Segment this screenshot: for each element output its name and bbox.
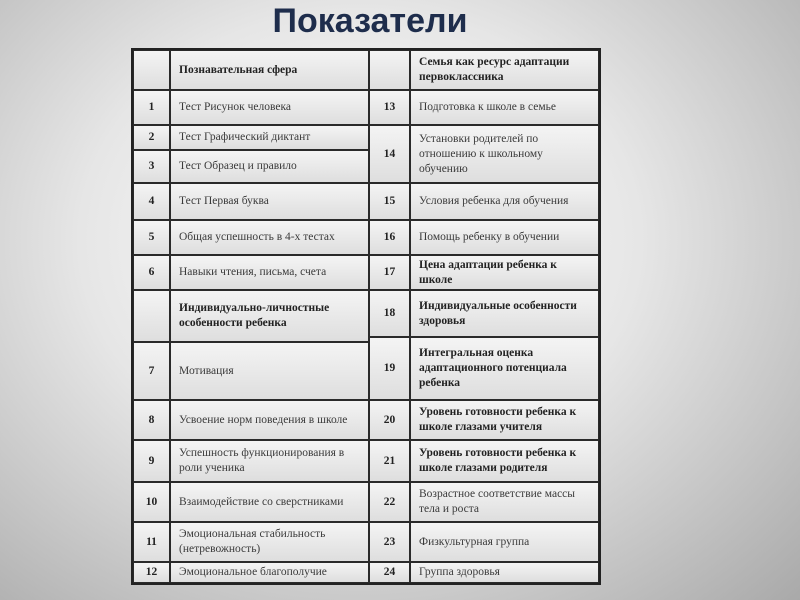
indicator-cell: Тест Рисунок человека — [170, 90, 369, 125]
indicator-cell: Группа здоровья — [410, 562, 599, 583]
row-number: 14 — [369, 125, 410, 183]
row-number: 13 — [369, 90, 410, 125]
row-number: 10 — [133, 482, 170, 522]
indicator-cell: Тест Первая буква — [170, 183, 369, 220]
indicator-cell: Уровень готовности ребенка к школе глазами учителя — [410, 400, 599, 440]
row-number: 2 — [133, 125, 170, 150]
indicator-cell: Тест Образец и правило — [170, 150, 369, 183]
row-number: 1 — [133, 90, 170, 125]
indicator-cell: Интегральная оценка адаптационного потенциала ребенка — [410, 337, 599, 400]
indicator-cell: Индивидуально-личностные особенности ребенка — [170, 290, 369, 342]
indicator-cell: Физкультурная группа — [410, 522, 599, 562]
row-number: 5 — [133, 220, 170, 255]
row-number: 19 — [369, 337, 410, 400]
row-number: 3 — [133, 150, 170, 183]
indicators-table — [131, 48, 601, 585]
indicator-cell: Установки родителей по отношению к школьному обучению — [410, 125, 599, 183]
row-number: 20 — [369, 400, 410, 440]
indicator-cell: Общая успешность в 4-х тестах — [170, 220, 369, 255]
row-number: 12 — [133, 562, 170, 583]
header-num-left — [133, 50, 170, 90]
indicator-cell: Условия ребенка для обучения — [410, 183, 599, 220]
indicator-cell: Подготовка к школе в семье — [410, 90, 599, 125]
indicator-cell: Успешность функционирования в роли ученика — [170, 440, 369, 482]
row-number: 17 — [369, 255, 410, 290]
row-number: 9 — [133, 440, 170, 482]
row-number: 7 — [133, 342, 170, 400]
indicator-cell: Мотивация — [170, 342, 369, 400]
row-number: 23 — [369, 522, 410, 562]
header-cognitive-sphere: Познавательная сфера — [170, 50, 369, 90]
row-number: 18 — [369, 290, 410, 337]
indicator-cell: Возрастное соответствие массы тела и роста — [410, 482, 599, 522]
indicator-cell: Взаимодействие со сверстниками — [170, 482, 369, 522]
row-number: 11 — [133, 522, 170, 562]
indicator-cell: Уровень готовности ребенка к школе глазами родителя — [410, 440, 599, 482]
row-number: 16 — [369, 220, 410, 255]
row-number: 6 — [133, 255, 170, 290]
row-number: 22 — [369, 482, 410, 522]
row-number: 24 — [369, 562, 410, 583]
row-number: 8 — [133, 400, 170, 440]
indicator-cell: Цена адаптации ребенка к школе — [410, 255, 599, 290]
indicator-cell: Навыки чтения, письма, счета — [170, 255, 369, 290]
indicator-cell: Эмоциональная стабильность (нетревожность) — [170, 522, 369, 562]
indicator-cell: Усвоение норм поведения в школе — [170, 400, 369, 440]
row-number — [133, 290, 170, 342]
row-number: 21 — [369, 440, 410, 482]
header-family-resource: Семья как ресурс адаптации первоклассника — [410, 50, 599, 90]
indicator-cell: Тест Графический диктант — [170, 125, 369, 150]
row-number: 15 — [369, 183, 410, 220]
header-num-right — [369, 50, 410, 90]
indicator-cell: Помощь ребенку в обучении — [410, 220, 599, 255]
row-number: 4 — [133, 183, 170, 220]
slide-title: Показатели — [272, 2, 468, 40]
indicator-cell: Эмоциональное благополучие — [170, 562, 369, 583]
indicator-cell: Индивидуальные особенности здоровья — [410, 290, 599, 337]
